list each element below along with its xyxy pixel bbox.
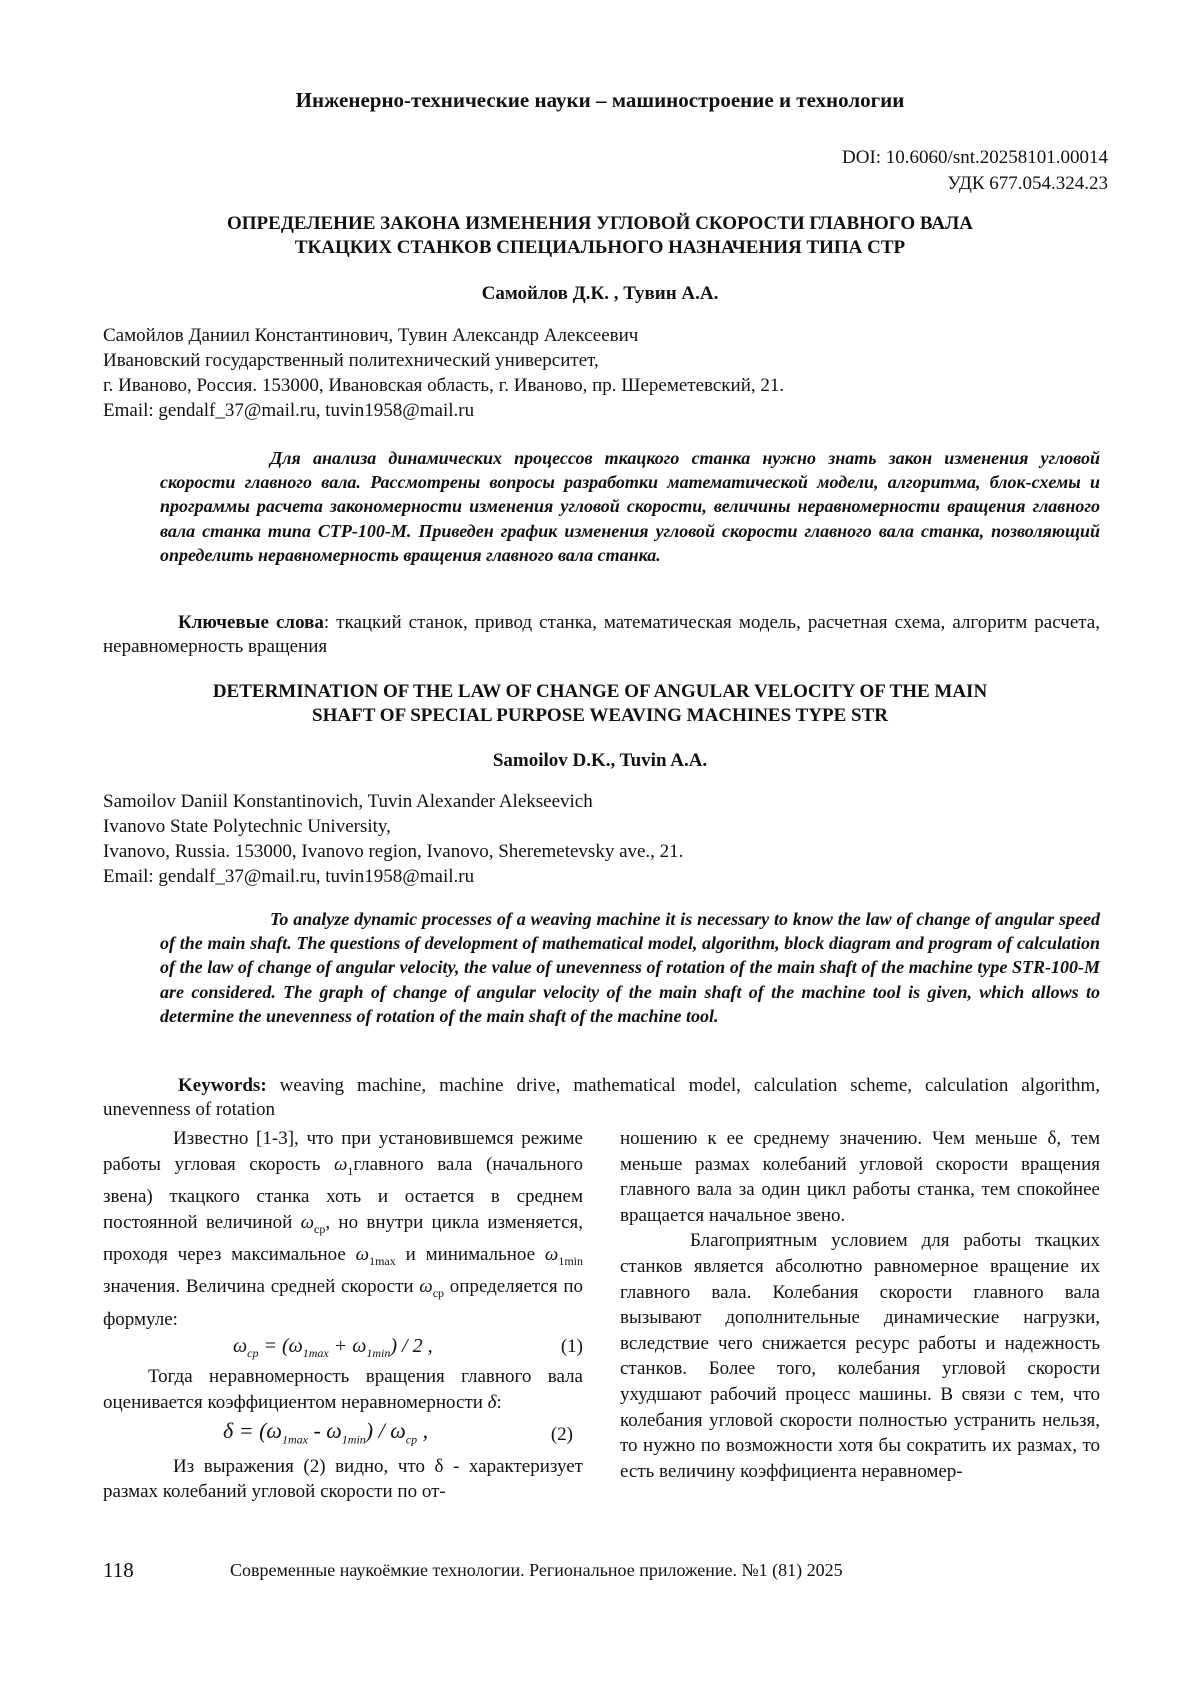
title-en-line1: DETERMINATION OF THE LAW OF CHANGE OF ANGULAR VELOCITY OF THE MAIN: [212, 681, 988, 702]
affiliation-ru: [103, 323, 1103, 423]
affil-en-names: Samoilov Daniil Konstantinovich, Tuvin Alexander Alekseevich: [103, 791, 593, 812]
journal-footer: Современные наукоёмкие технологии. Региональное приложение. №1 (81) 2025: [230, 1560, 843, 1580]
affil-ru-names: Самойлов Даниил Константинович, Тувин Александр Алексеевич: [103, 325, 639, 346]
section-header: Инженерно-технические науки – машиностроение и технологии: [295, 88, 905, 112]
title-ru: [110, 212, 1090, 260]
formula-2-number: (2): [550, 1423, 573, 1445]
article-identifiers: [842, 145, 1108, 197]
title-ru-line1: ОПРЕДЕЛЕНИЕ ЗАКОНА ИЗМЕНЕНИЯ УГЛОВОЙ СКОРОСТИ ГЛАВНОГО ВАЛА: [227, 213, 973, 234]
affiliation-en: [103, 789, 1103, 889]
affil-en-email[interactable]: Email: gendalf_37@mail.ru, tuvin1958@mail.ru: [103, 866, 475, 887]
body-right-column: [620, 1126, 1100, 1484]
affil-ru-email[interactable]: Email: gendalf_37@mail.ru, tuvin1958@mail.ru: [103, 400, 475, 421]
doi[interactable]: DOI: 10.6060/snt.20258101.00014: [842, 147, 1108, 168]
body-left-column: [103, 1126, 583, 1505]
keywords-ru: [103, 611, 1100, 659]
affil-ru-address: г. Иваново, Россия. 153000, Ивановская область, г. Иваново, пр. Шереметевский, 21.: [103, 375, 785, 396]
abstract-ru: Для анализа динамических процессов ткацкого станка нужно знать закон изменения угловой скорости главного вала. Рассмотрены вопросы разработки математической модели, алгоритма, блок-схемы и программы расчета закономерности изменения угловой скорости, величины неравномерности вращения главного вала станка типа СТР-100-М. Приведен график изменения угловой скорости главного вала станка, позволяющий определить неравномерность вращения главного вала станка.: [160, 448, 1100, 565]
paragraph-intro: Известно [1-3], что при установившемся режиме работы угловая скорость $\omega_1главного$ вала (начального звена) ткацкого станка хоть и остается в среднем постоянной величиной $\omega_{ср}$, но внутри цикла изменяется, проходя через максимальное $\omega_{1max}$ и минимальное $\omega_{1min}$ значения. Величина средней скорости $\omega_{ср}$ определяется по формуле:: [103, 1128, 583, 1330]
formula-2: $\delta = (\omega_{1max} - \omega_{1min}) / \omega_{ср}$ , (2): [223, 1417, 573, 1446]
affil-en-univ: Ivanovo State Polytechnic University,: [103, 816, 391, 837]
keywords-en-text: weaving machine, machine drive, mathematical model, calculation scheme, calculation algorithm, unevenness of rotation: [103, 1075, 1100, 1120]
authors-ru: Самойлов Д.К. , Тувин А.А.: [481, 283, 719, 304]
paragraph-conditions: Благоприятным условием для работы ткацких станков является абсолютно равномерное вращение их главного вала. Колебания скорости главного вала вызывают дополнительные динамические нагрузки, вследствие чего снижается ресурс работы и надежность станков. Более того, колебания угловой скорости ухудшают рабочий процесс машины. В связи с тем, что колебания угловой скорости полностью устранить нельзя, то нужно по возможности хотя бы сократить их размах, то есть величину коэффициента неравномер-: [620, 1230, 1100, 1482]
abstract-en: To analyze dynamic processes of a weaving machine it is necessary to know the law of change of angular speed of the main shaft. The questions of development of mathematical model, algorithm, block diagram and program of calculation of the law of change of angular velocity, the value of unevenness of rotation of the main shaft of the machine type STR-100-M are considered. The graph of change of angular velocity of the main shaft of the machine tool is given, which allows to determine the unevenness of rotation of the main shaft of the machine tool.: [160, 909, 1100, 1026]
affil-en-address: Ivanovo, Russia. 153000, Ivanovo region, Ivanovo, Sheremetevsky ave., 21.: [103, 841, 684, 862]
authors-en: Samoilov D.K., Tuvin A.A.: [492, 750, 708, 771]
title-en-line2: SHAFT OF SPECIAL PURPOSE WEAVING MACHINES TYPE STR: [312, 705, 888, 726]
paragraph-delta: Тогда неравномерность вращения главного вала оценивается коэффициентом неравномерности δ:: [103, 1366, 583, 1413]
keywords-ru-label: Ключевые слова: [178, 612, 324, 633]
keywords-ru-text: : ткацкий станок, привод станка, математическая модель, расчетная схема, алгоритм расчета, неравномерность вращения: [103, 612, 1100, 657]
paragraph-expression: Из выражения (2) видно, что δ - характеризует размах колебаний угловой скорости по от-: [103, 1455, 583, 1503]
paragraph-continued: ношению к ее среднему значению. Чем меньше δ, тем меньше размах колебаний угловой скорости вращения главного вала за один цикл работы станка, тем спокойнее вращается начальное звено.: [620, 1128, 1100, 1226]
udk: УДК 677.054.324.23: [947, 173, 1108, 194]
formula-1-number: (1): [560, 1336, 583, 1358]
keywords-en: [103, 1074, 1100, 1122]
omega-symbol: ω: [333, 1153, 348, 1175]
affil-ru-univ: Ивановский государственный политехнический университет,: [103, 350, 599, 371]
page-number: 118: [103, 1558, 134, 1582]
title-ru-line2: ТКАЦКИХ СТАНКОВ СПЕЦИАЛЬНОГО НАЗНАЧЕНИЯ ТИПА СТР: [294, 237, 906, 258]
formula-1: $\omega_{ср} = (\omega_{1max} + \omega_{1min}) / 2$ , (1): [233, 1335, 583, 1361]
title-en: [110, 680, 1090, 728]
keywords-en-label: Keywords:: [178, 1075, 267, 1096]
